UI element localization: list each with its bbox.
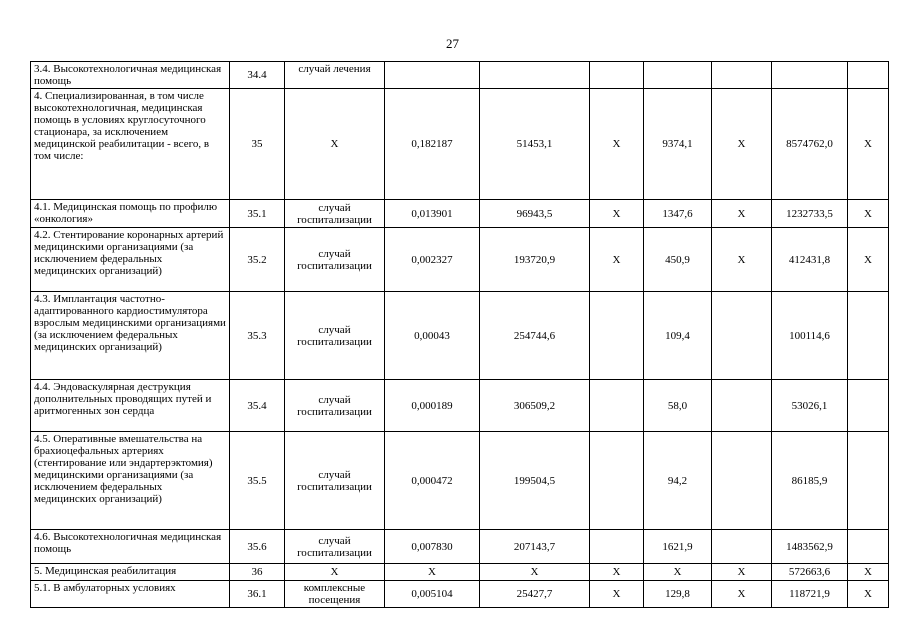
cell-total: 572663,6 — [772, 564, 848, 581]
cell-value-d — [848, 530, 889, 564]
cell-value-b: 94,2 — [644, 432, 712, 530]
cell-total: 1483562,9 — [772, 530, 848, 564]
table-row — [31, 380, 889, 432]
cell-value-b: X — [644, 564, 712, 581]
cell-value-d: X — [848, 581, 889, 608]
table-row — [31, 200, 889, 228]
cell-cost: 306509,2 — [480, 380, 590, 432]
cell-value-a: X — [590, 200, 644, 228]
cell-unit: случай госпитализации — [285, 380, 385, 432]
cell-row-code: 35.1 — [230, 200, 285, 228]
cell-total: 8574762,0 — [772, 89, 848, 200]
cell-total — [772, 62, 848, 89]
cell-row-code: 36 — [230, 564, 285, 581]
cell-rate: X — [385, 564, 480, 581]
cell-value-a: X — [590, 228, 644, 292]
cell-unit: комплексные посещения — [285, 581, 385, 608]
cell-row-title: 4.1. Медицинская помощь по профилю «онкология» — [31, 200, 230, 228]
cell-row-title: 4.3. Имплантация частотно-адаптированного кардиостимулятора взрослым медицинскими организациями (за исключением федеральных медицинских организаций) — [31, 292, 230, 380]
cell-value-d: X — [848, 89, 889, 200]
cell-row-title: 5. Медицинская реабилитация — [31, 564, 230, 581]
cell-row-code: 36.1 — [230, 581, 285, 608]
cell-row-title: 4.6. Высокотехнологичная медицинская помощь — [31, 530, 230, 564]
page-number: 27 — [446, 36, 459, 51]
cell-cost: 199504,5 — [480, 432, 590, 530]
cell-value-c — [712, 292, 772, 380]
cell-value-a — [590, 62, 644, 89]
cell-value-c: X — [712, 200, 772, 228]
cell-value-d — [848, 432, 889, 530]
cell-value-b: 1621,9 — [644, 530, 712, 564]
cell-value-a — [590, 380, 644, 432]
cell-value-d: X — [848, 564, 889, 581]
table-row — [31, 564, 889, 581]
cell-value-c: X — [712, 581, 772, 608]
cell-value-d: X — [848, 200, 889, 228]
table-row — [31, 228, 889, 292]
cell-value-b: 109,4 — [644, 292, 712, 380]
table-row — [31, 89, 889, 200]
cell-unit: X — [285, 564, 385, 581]
cell-rate — [385, 62, 480, 89]
cell-value-a — [590, 530, 644, 564]
cell-rate: 0,007830 — [385, 530, 480, 564]
cell-row-title: 4.5. Оперативные вмешательства на брахиоцефальных артериях (стентирование или эндартерэктомия) медицинскими организациями (за исключением федеральных медицинских организаций) — [31, 432, 230, 530]
cell-value-b: 58,0 — [644, 380, 712, 432]
cell-value-c — [712, 380, 772, 432]
cell-row-code: 35.3 — [230, 292, 285, 380]
cell-unit: случай госпитализации — [285, 200, 385, 228]
cell-unit: случай лечения — [285, 62, 385, 89]
cell-value-c — [712, 432, 772, 530]
cell-cost: 51453,1 — [480, 89, 590, 200]
cell-rate: 0,005104 — [385, 581, 480, 608]
cell-value-d: X — [848, 228, 889, 292]
table-row — [31, 62, 889, 89]
cell-row-code: 34.4 — [230, 62, 285, 89]
cell-value-c: X — [712, 564, 772, 581]
cell-cost: 254744,6 — [480, 292, 590, 380]
cell-value-c: X — [712, 89, 772, 200]
cell-unit: X — [285, 89, 385, 200]
cell-rate: 0,00043 — [385, 292, 480, 380]
cell-rate: 0,000472 — [385, 432, 480, 530]
cell-rate: 0,013901 — [385, 200, 480, 228]
cell-row-code: 35.4 — [230, 380, 285, 432]
cell-value-b: 1347,6 — [644, 200, 712, 228]
cell-value-b — [644, 62, 712, 89]
cell-value-a: X — [590, 581, 644, 608]
cell-value-b: 129,8 — [644, 581, 712, 608]
cell-value-a: X — [590, 564, 644, 581]
cell-value-b: 9374,1 — [644, 89, 712, 200]
cell-unit: случай госпитализации — [285, 432, 385, 530]
cell-cost: X — [480, 564, 590, 581]
cell-total: 1232733,5 — [772, 200, 848, 228]
cell-row-code: 35.2 — [230, 228, 285, 292]
cell-unit: случай госпитализации — [285, 228, 385, 292]
financing-table — [30, 61, 889, 608]
cell-value-d — [848, 292, 889, 380]
cell-row-code: 35.5 — [230, 432, 285, 530]
cell-unit: случай госпитализации — [285, 530, 385, 564]
table-row — [31, 530, 889, 564]
cell-total: 53026,1 — [772, 380, 848, 432]
cell-row-title: 4.4. Эндоваскулярная деструкция дополнительных проводящих путей и аритмогенных зон сердца — [31, 380, 230, 432]
cell-value-a — [590, 292, 644, 380]
cell-rate: 0,002327 — [385, 228, 480, 292]
cell-value-c — [712, 62, 772, 89]
cell-row-title: 4.2. Стентирование коронарных артерий медицинскими организациями (за исключением федеральных медицинских организаций) — [31, 228, 230, 292]
cell-total: 118721,9 — [772, 581, 848, 608]
cell-cost: 25427,7 — [480, 581, 590, 608]
cell-value-a — [590, 432, 644, 530]
table-row — [31, 432, 889, 530]
cell-rate: 0,000189 — [385, 380, 480, 432]
cell-cost — [480, 62, 590, 89]
cell-value-d — [848, 62, 889, 89]
cell-unit: случай госпитализации — [285, 292, 385, 380]
cell-row-code: 35.6 — [230, 530, 285, 564]
cell-rate: 0,182187 — [385, 89, 480, 200]
cell-total: 412431,8 — [772, 228, 848, 292]
cell-cost: 193720,9 — [480, 228, 590, 292]
cell-row-code: 35 — [230, 89, 285, 200]
cell-total: 100114,6 — [772, 292, 848, 380]
cell-cost: 207143,7 — [480, 530, 590, 564]
cell-cost: 96943,5 — [480, 200, 590, 228]
table-row — [31, 581, 889, 608]
cell-total: 86185,9 — [772, 432, 848, 530]
table-row — [31, 292, 889, 380]
cell-value-c — [712, 530, 772, 564]
cell-value-b: 450,9 — [644, 228, 712, 292]
cell-row-title: 3.4. Высокотехнологичная медицинская помощь — [31, 62, 230, 89]
cell-value-a: X — [590, 89, 644, 200]
cell-value-d — [848, 380, 889, 432]
cell-row-title: 4. Специализированная, в том числе высокотехнологичная, медицинская помощь в условиях круглосуточного стационара, за исключением медицинской реабилитации - всего, в том числе: — [31, 89, 230, 200]
cell-row-title: 5.1. В амбулаторных условиях — [31, 581, 230, 608]
cell-value-c: X — [712, 228, 772, 292]
